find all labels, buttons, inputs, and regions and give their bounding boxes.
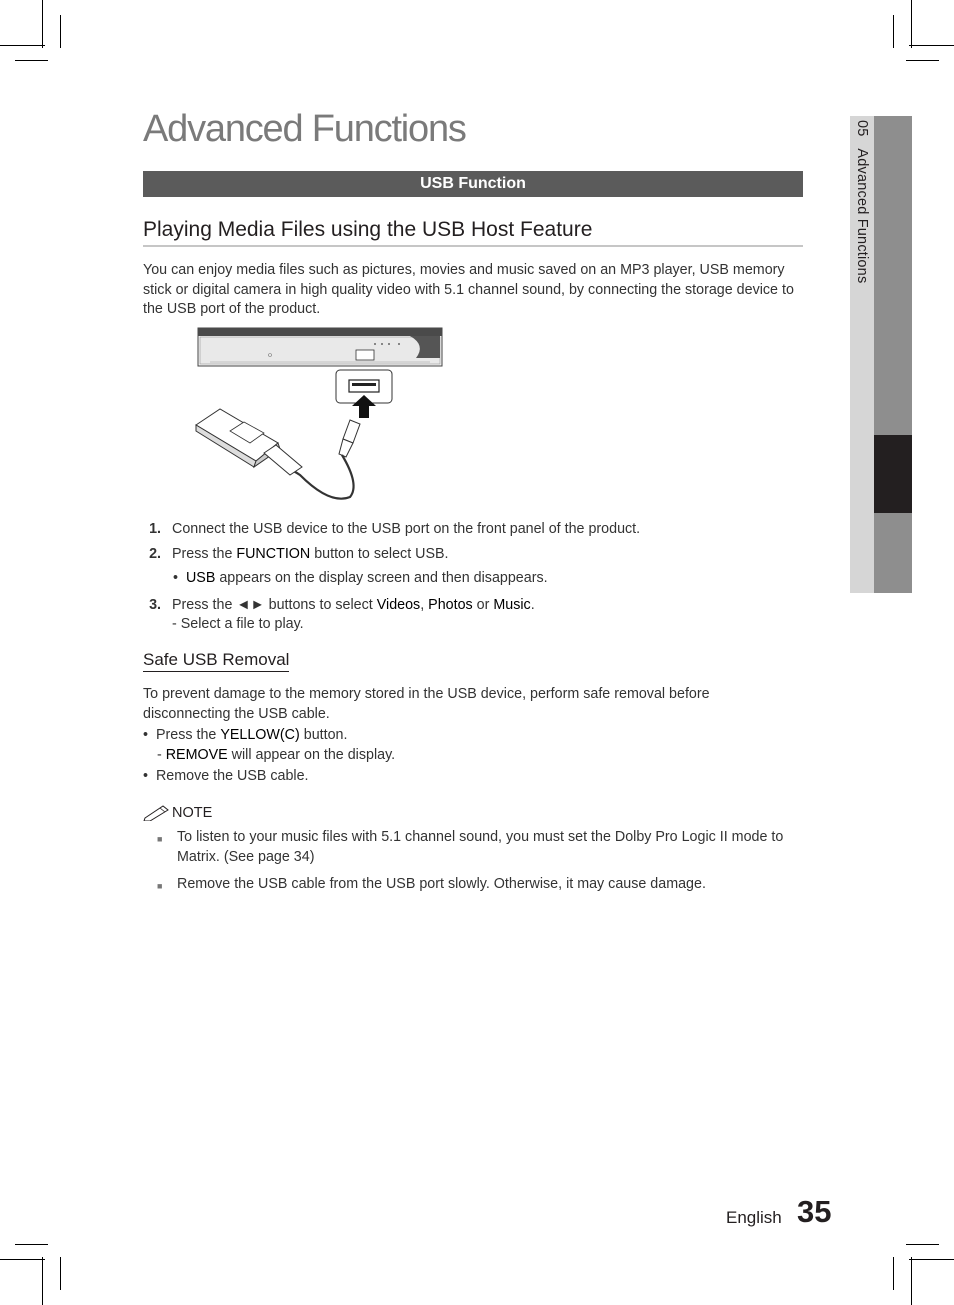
step-number: 1. — [149, 521, 161, 537]
keyword: REMOVE — [165, 746, 228, 763]
crop-mark — [42, 1257, 43, 1305]
crop-mark — [906, 1244, 939, 1245]
crop-mark — [909, 1259, 954, 1260]
step-text: Connect the USB device to the USB port on the front panel of the product. — [172, 521, 641, 537]
footer-language: English — [726, 1208, 782, 1227]
section-bar: USB Function — [143, 171, 803, 197]
square-bullet-icon: ■ — [157, 834, 163, 844]
side-tab-label: 05 Advanced Functions — [854, 120, 870, 284]
step-item — [143, 596, 793, 635]
note-header — [143, 803, 212, 821]
safe-removal-intro: To prevent damage to the memory stored in the USB device, perform safe removal before disconnecting the USB cable. — [143, 686, 710, 722]
step-text: Press the ◄► buttons to select Videos, Photos or Music. - Select a file to play. — [172, 596, 535, 632]
keyword: Videos — [376, 596, 421, 613]
keyword: Music — [493, 596, 531, 613]
step-text: Press the FUNCTION button to select USB. — [172, 545, 449, 562]
square-bullet-icon: ■ — [157, 881, 163, 891]
safe-removal-bullet: • Press the YELLOW(C) button. - REMOVE will appear on the display. — [143, 727, 396, 763]
crop-mark — [15, 1244, 48, 1245]
crop-mark — [893, 1257, 894, 1290]
usb-plug — [339, 420, 360, 457]
step-number: 2. — [149, 545, 161, 562]
crop-mark — [0, 45, 45, 46]
crop-mark — [15, 60, 48, 61]
step-subtext: - Select a file to play. — [172, 616, 304, 632]
note-item: ■ To listen to your music files with 5.1 channel sound, you must set the Dolby Pro Logic II mode to Matrix. (See page 34) — [157, 828, 797, 867]
mp3-player — [196, 409, 302, 475]
side-tab-strip — [874, 116, 912, 593]
crop-mark — [911, 1257, 912, 1305]
crop-mark — [0, 1259, 45, 1260]
keyword: YELLOW(C) — [220, 727, 300, 743]
side-tab-indicator — [874, 435, 912, 513]
pencil-note-icon — [143, 803, 171, 821]
player-front-panel — [198, 328, 442, 366]
chapter-title: Advanced Functions — [143, 108, 466, 150]
usb-cable — [289, 455, 354, 499]
step-sub-bullet: • USB appears on the display screen and then disappears. — [173, 570, 548, 586]
keyword: USB — [185, 570, 216, 586]
crop-mark — [893, 15, 894, 48]
safe-removal-bullet: • Remove the USB cable. — [143, 768, 309, 784]
page-number: 35 — [797, 1194, 832, 1229]
step-item — [143, 545, 793, 565]
keyword: Photos — [428, 596, 473, 613]
crop-mark — [42, 0, 43, 48]
step-list — [143, 520, 793, 640]
crop-mark — [60, 15, 61, 48]
usb-connection-illustration — [190, 325, 450, 510]
step-number: 3. — [149, 596, 161, 613]
side-tab — [850, 116, 874, 593]
intro-paragraph: You can enjoy media files such as pictures, movies and music saved on an MP3 player, USB memory stick or digital camera in high quality video with 5.1 channel sound, by connecting the storage device to the USB port of the product. — [143, 262, 794, 317]
crop-mark — [911, 0, 912, 48]
crop-mark — [909, 45, 954, 46]
section-heading: Playing Media Files using the USB Host Feature — [143, 218, 803, 247]
subsection-heading: Safe USB Removal — [143, 650, 289, 672]
step-item — [143, 520, 793, 540]
keyword: FUNCTION — [236, 545, 311, 562]
note-label: NOTE — [172, 805, 213, 821]
crop-mark — [906, 60, 939, 61]
crop-mark — [60, 1257, 61, 1290]
note-item: ■ Remove the USB cable from the USB port slowly. Otherwise, it may cause damage. — [157, 875, 797, 897]
